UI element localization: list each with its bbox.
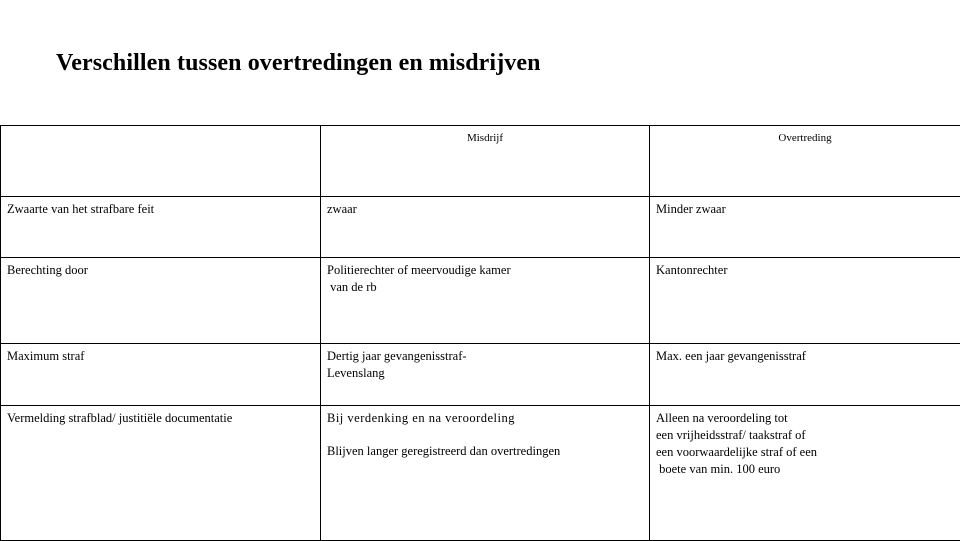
cell-line: Minder zwaar (656, 201, 954, 218)
header-misdrijf: Misdrijf (321, 126, 650, 197)
cell-line: boete van min. 100 euro (656, 461, 954, 478)
row-label (1, 197, 321, 258)
row-label (1, 406, 321, 541)
table-row (1, 258, 960, 344)
cell-line: Bij verdenking en na veroordeling (327, 410, 643, 427)
cell-line: een vrijheidsstraf/ taakstraf of (656, 427, 954, 444)
overtreding-cell (650, 197, 960, 258)
cell-line: Dertig jaar gevangenisstraf- (327, 348, 643, 365)
paragraph-gap (327, 427, 643, 443)
table-row (1, 406, 960, 541)
misdrijf-cell (321, 344, 650, 406)
overtreding-cell (650, 406, 960, 541)
cell-line: zwaar (327, 201, 643, 218)
misdrijf-cell (321, 406, 650, 541)
overtreding-cell (650, 258, 960, 344)
table-header-row (1, 126, 960, 197)
cell-line: een voorwaardelijke straf of een (656, 444, 954, 461)
table-row (1, 197, 960, 258)
cell-line: Levenslang (327, 365, 643, 382)
row-label-text: Berechting door (7, 262, 314, 279)
cell-line: Politierechter of meervoudige kamer (327, 262, 643, 279)
cell-line: Kantonrechter (656, 262, 954, 279)
header-empty-cell (1, 126, 321, 197)
cell-line: van de rb (327, 279, 643, 296)
page-title: Verschillen tussen overtredingen en misdrijven (56, 50, 541, 77)
cell-line: Alleen na veroordeling tot (656, 410, 954, 427)
comparison-table (0, 125, 960, 541)
row-label (1, 344, 321, 406)
table-row (1, 344, 960, 406)
row-label-text: Vermelding strafblad/ justitiële documentatie (7, 410, 314, 427)
cell-line: Max. een jaar gevangenisstraf (656, 348, 954, 365)
header-overtreding: Overtreding (650, 126, 960, 197)
misdrijf-cell (321, 258, 650, 344)
row-label (1, 258, 321, 344)
misdrijf-cell (321, 197, 650, 258)
overtreding-cell (650, 344, 960, 406)
cell-line: Blijven langer geregistreerd dan overtredingen (327, 443, 643, 460)
row-label-text: Zwaarte van het strafbare feit (7, 201, 314, 218)
row-label-text: Maximum straf (7, 348, 314, 365)
